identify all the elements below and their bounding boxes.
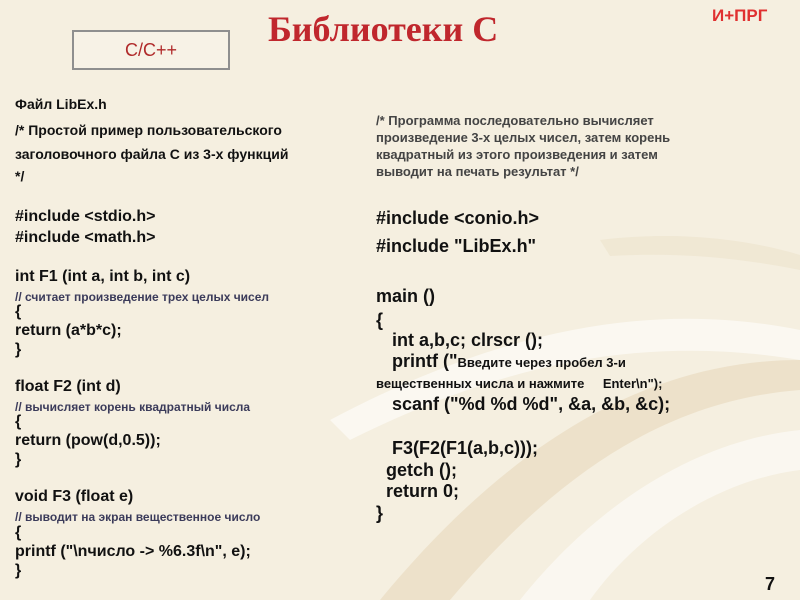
function-signature: void F3 (float e) xyxy=(15,488,134,505)
printf-prompt-text: вещественных числа и нажмите xyxy=(376,376,585,391)
comment-line: /* Простой пример пользовательского xyxy=(15,122,282,138)
brace-close: } xyxy=(15,451,22,468)
brace-open: { xyxy=(15,303,22,320)
language-label: С/С++ xyxy=(124,39,178,60)
brace-close: } xyxy=(15,562,22,579)
comment-line: выводит на печать результат */ xyxy=(376,164,579,179)
function-signature: int F1 (int a, int b, int c) xyxy=(15,268,191,285)
file-header: Файл LibEx.h xyxy=(15,96,107,112)
slide-title: Библиотеки С xyxy=(268,9,499,49)
brace-open: { xyxy=(376,310,384,330)
include-line: #include "LibEx.h" xyxy=(376,236,537,256)
include-line: #include <math.h> xyxy=(15,229,156,246)
printf-close: Enter\n"); xyxy=(602,376,663,391)
page-number: 7 xyxy=(765,574,776,594)
comment-line: произведение 3-х целых чисел, затем корень xyxy=(376,130,671,145)
function-call: F3(F2(F1(a,b,c))); xyxy=(392,438,538,458)
comment-line: */ xyxy=(15,168,25,184)
scanf-call: scanf ("%d %d %d", &a, &b, &c); xyxy=(392,394,671,414)
include-line: #include <stdio.h> xyxy=(15,208,156,225)
comment-line: квадратный из этого произведения и затем xyxy=(376,147,658,162)
comment-line: /* Программа последовательно вычисляет xyxy=(376,113,654,128)
main-signature: main () xyxy=(376,286,436,306)
include-line: #include <conio.h> xyxy=(376,208,540,228)
code-comment: // выводит на экран вещественное число xyxy=(15,510,261,524)
function-signature: float F2 (int d) xyxy=(15,378,121,395)
printf-prompt-text: Введите через пробел 3-и xyxy=(457,355,626,370)
brace-close: } xyxy=(15,341,22,358)
printf-enter-text xyxy=(603,376,663,391)
function-body: printf ("\nчисло -> %6.3f\n", e); xyxy=(15,543,251,560)
code-comment: // считает произведение трех целых чисел xyxy=(15,290,270,304)
return-statement: return 0; xyxy=(386,481,460,501)
brace-open: { xyxy=(15,524,22,541)
printf-open: printf (" xyxy=(392,351,458,371)
brand-label: И+ПРГ xyxy=(712,6,768,25)
printf-continuation xyxy=(376,375,662,393)
function-body: return (pow(d,0.5)); xyxy=(15,432,161,449)
function-body: return (a*b*c); xyxy=(15,322,122,339)
printf-call xyxy=(392,351,626,372)
comment-line: заголовочного файла С из 3-х функций xyxy=(15,146,289,162)
brace-close: } xyxy=(376,503,384,523)
code-comment: // вычисляет корень квадратный числа xyxy=(15,400,251,414)
brace-open: { xyxy=(15,413,22,430)
variable-declaration: int a,b,c; clrscr (); xyxy=(392,330,544,350)
getch-call: getch (); xyxy=(386,460,457,480)
